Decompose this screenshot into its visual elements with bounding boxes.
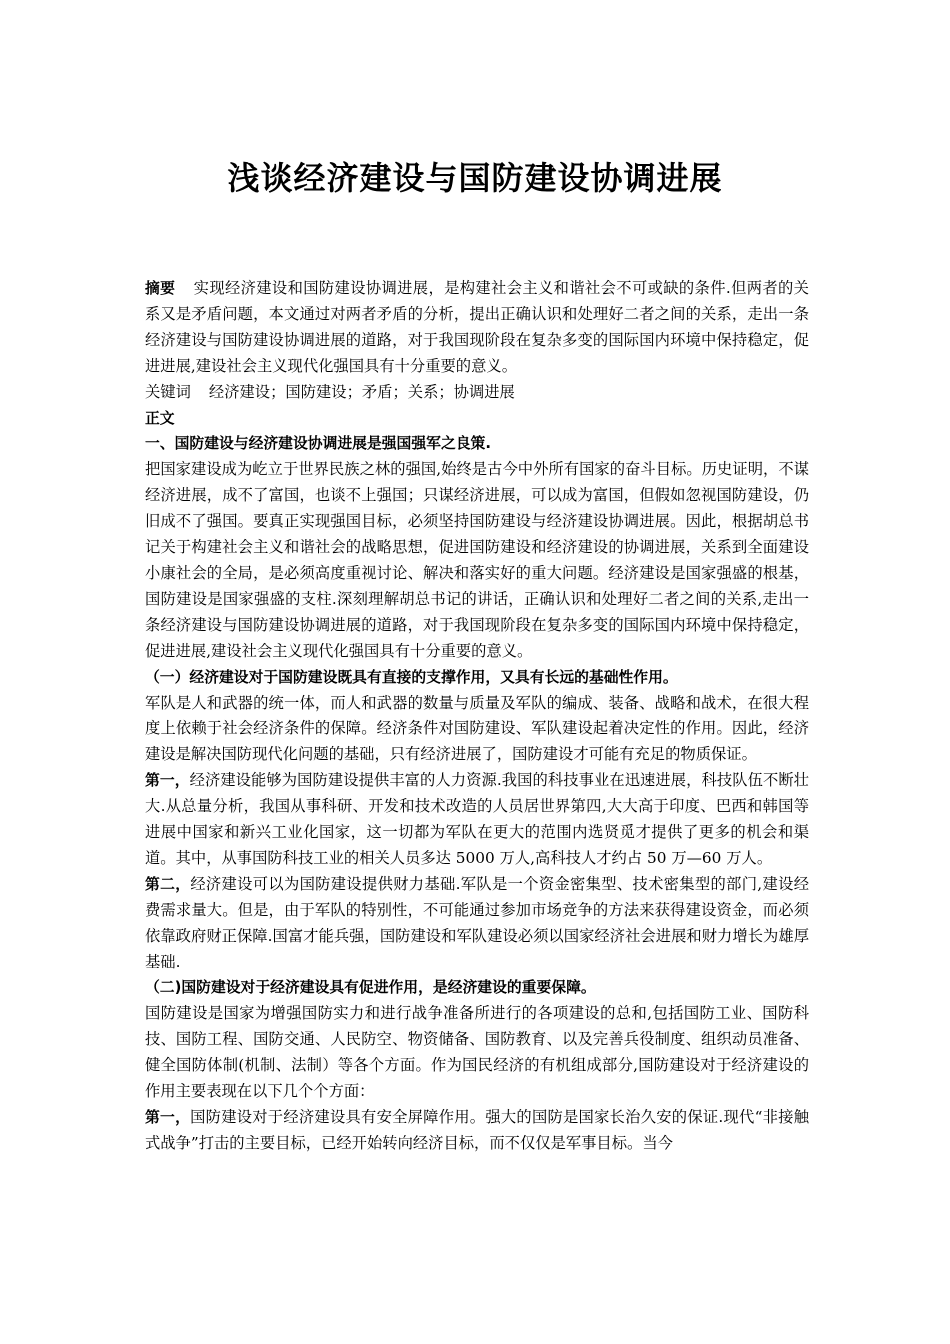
keywords-label: 关键词: [145, 382, 191, 401]
sub2-paragraph: 国防建设是国家为增强国防实力和进行战争准备所进行的各项建设的总和,包括国防工业、国防科技、国防工程、国防交通、人民防空、物资储备、国防教育、以及完善兵役制度、组织动员准备、健全国防体制(机制、法制）等各个方面。作为国民经济的有机组成部分,国防建设对于经济建设的作用主要表现在以下几个个方面：: [145, 1004, 809, 1101]
sub1-second-paragraph: [145, 872, 809, 976]
sub1-heading: （一）经济建设对于国防建设既具有直接的支撑作用，又具有长远的基础性作用。: [145, 668, 678, 686]
page-title: 浅谈经济建设与国防建设协调进展: [227, 159, 723, 197]
body-heading: 正文: [145, 409, 175, 427]
sub1-second-label: 第二，: [145, 875, 191, 893]
sub1-second-text: 经济建设可以为国防建设提供财力基础.军队是一个资金密集型、技术密集型的部门,建设经费需求量大。但是，由于军队的特别性，不可能通过参加市场竞争的方法来获得建设资金，而必须依靠政府财正保障.国富才能兵强，国防建设和军队建设必须以国家经济社会进展和财力增长为雄厚基础.: [145, 874, 809, 971]
document-body: [145, 276, 809, 1157]
sub1-paragraph: 军队是人和武器的统一体，而人和武器的数量与质量及军队的编成、装备、战略和战术，在很大程度上依赖于社会经济条件的保障。经济条件对国防建设、军队建设起着决定性的作用。因此，经济建设是解决国防现代化问题的基础，只有经济进展了，国防建设才可能有充足的物质保证。: [145, 693, 809, 764]
sub1-first-paragraph: [145, 768, 809, 872]
keywords-text: 经济建设；国防建设；矛盾；关系；协调进展: [208, 382, 515, 401]
sub1-first-text: 经济建设能够为国防建设提供丰富的人力资源.我国的科技事业在迅速进展，科技队伍不断壮大.从总量分析，我国从事科研、开发和技术改造的人员居世界第四,大大高于印度、巴西和韩国等进展中国家和新兴工业化国家，这一切都为军队在更大的范围内选贤觅才提供了更多的机会和渠道。其中，从事国防科技工业的相关人员多达 5000 万人,高科技人才约占 50 万—60 万人。: [145, 771, 809, 867]
sub2-first-label: 第一，: [145, 1109, 191, 1126]
sub2-first-text: 国防建设对于经济建设具有安全屏障作用。强大的国防是国家长治久安的保证.现代“非接触式战争”打击的主要目标，已经开始转向经济目标，而不仅仅是军事目标。当今: [145, 1108, 809, 1152]
sub2-heading: （二)国防建设对于经济建设具有促进作用，是经济建设的重要保障。: [145, 979, 596, 997]
sub2-first-paragraph: [145, 1105, 809, 1157]
abstract: [145, 276, 809, 380]
keywords: [145, 380, 809, 406]
section1-paragraph: 把国家建设成为屹立于世界民族之林的强国,始终是古今中外所有国家的奋斗目标。历史证明，不谋经济进展，成不了富国，也谈不上强国；只谋经济进展，可以成为富国，但假如忽视国防建设，仍旧成不了强国。要真正实现强国目标，必须坚持国防建设与经济建设协调进展。因此，根据胡总书记关于构建社会主义和谐社会的战略思想，促进国防建设和经济建设的协调进展，关系到全面建设小康社会的全局，是必须高度重视讨论、解决和落实好的重大问题。经济建设是国家强盛的根基，国防建设是国家强盛的支柱.深刻理解胡总书记的讲话，正确认识和处理好二者之间的关系,走出一条经济建设与国防建设协调进展的道路，对于我国现阶段在复杂多变的国际国内环境中保持稳定，促进进展,建设社会主义现代化强国具有十分重要的意义。: [145, 460, 809, 660]
abstract-text: 实现经济建设和国防建设协调进展，是构建社会主义和谐社会不可或缺的条件.但两者的关系又是矛盾问题，本文通过对两者矛盾的分析，提出正确认识和处理好二者之间的关系，走出一条经济建设与国防建设协调进展的道路，对于我国现阶段在复杂多变的国际国内环境中保持稳定，促进进展,建设社会主义现代化强国具有十分重要的意义。: [145, 279, 809, 375]
sub1-first-label: 第一，: [145, 772, 190, 790]
abstract-label: 摘要: [145, 280, 176, 297]
section1-heading: 一、国防建设与经济建设协调进展是强国强军之良策.: [145, 435, 491, 453]
